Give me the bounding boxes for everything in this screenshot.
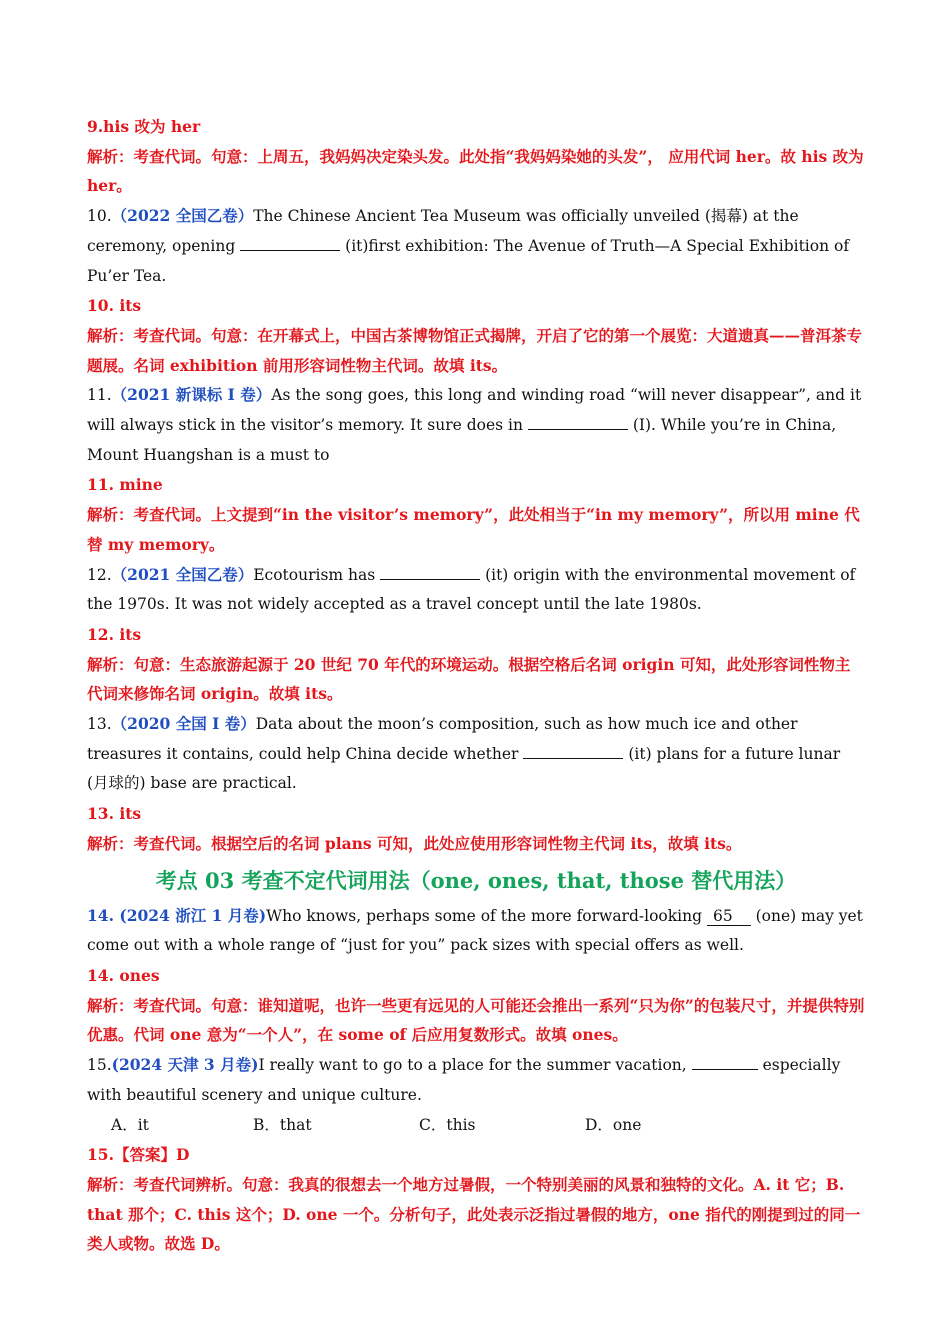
q13-text-b: (it) plans for a future lunar (月球的) base are practical. [87,744,841,793]
q12-answer: 12. its [87,624,142,644]
q12-number: 12. [87,565,112,584]
q9-answer: 9.his 改为 her [87,117,201,136]
q15-option-b[interactable]: B．that [253,1115,312,1134]
q11-number: 11. [87,386,112,405]
q10-number: 10. [87,207,112,226]
q12-text-b: (it) origin with the environmental movement of the 1970s. It was not widely accepted as a travel concept until the late 1980s. [87,565,856,614]
q10-analysis: 解析：考查代词。句意：在开幕式上，中国古茶博物馆正式揭牌，开启了它的第一个展览：大道遗真——普洱茶专题展。名词 exhibition 前用形容词性物主代词。故填 its。 [87,325,863,375]
section-heading: 考点 03 考查不定代词用法（one, ones, that, those 替代用法） [155,867,797,893]
q10-text-a: The Chinese Ancient Tea Museum was officially unveiled (揭幕) at the ceremony, opening [87,207,799,255]
q10-text-b: (it)first exhibition: The Avenue of Truth—A Special Exhibition of Pu’er Tea. [87,236,850,285]
q11-text-b: (I). While you’re in China, Mount Huangshan is a must to [87,416,837,464]
q14-number-source: 14. (2024 浙江 1 月卷) [87,905,267,925]
q10-blank[interactable] [240,232,340,251]
q12-source: （2021 全国乙卷） [111,564,254,584]
q15-question [87,1050,865,1110]
q14-analysis: 解析：考查代词。句意：谁知道呢，也许一些更有远见的人可能还会推出一系列“只为你”的包装尺寸，并提供特别优惠。代词 one 意为“一个人”，在 some of 后应用复数形式。故填 ones。 [87,995,865,1045]
q13-blank[interactable] [523,740,623,759]
q13-text-a: Data about the moon’s composition, such as how much ice and other treasures it contains, could help China decide whether [87,715,798,763]
q15-blank[interactable] [692,1051,758,1070]
q14-answer: 14. ones [87,965,160,985]
q11-question [87,380,865,470]
q12-analysis: 解析：句意：生态旅游起源于 20 世纪 70 年代的环境运动。根据空格后名词 origin 可知，此处形容词性物主代词来修饰名词 origin。故填 its。 [87,654,851,704]
q15-source: (2024 天津 3 月卷) [111,1055,259,1075]
q15-option-c[interactable]: C．this [419,1115,476,1134]
q10-question [87,201,865,291]
q13-source: （2020 全国 I 卷） [111,714,256,734]
q15-analysis: 解析：考查代词辨析。句意：我真的很想去一个地方过暑假，一个特别美丽的风景和独特的文化。A. it 它；B. that 那个；C. this 这个；D. one 一个。分析句子，此处表示泛指过暑假的地方，one 指代的刚提到过的同一类人或物。故选 D。 [87,1174,861,1254]
q11-source: （2021 新课标 I 卷） [111,385,272,405]
q10-answer: 10. its [87,296,142,316]
q10-source: （2022 全国乙卷） [111,206,254,226]
q14-text-a: Who knows, perhaps some of the more forward-looking [266,906,703,925]
q13-number: 13. [87,715,112,734]
q14-question [87,901,865,961]
q13-answer: 13. its [87,804,142,824]
q15-number: 15. [87,1056,112,1075]
q15-answer: 15.【答案】D [87,1145,190,1165]
q15-text-b: especially with beautiful scenery and unique culture. [87,1056,841,1104]
document-page [87,112,865,1259]
q11-analysis: 解析：考查代词。上文提到“in the visitor’s memory”，此处相当于“in my memory”，所以用 mine 代替 my memory。 [87,505,860,554]
q13-question [87,709,865,799]
q15-option-d[interactable]: D．one [585,1115,642,1134]
q15-text-a: I really want to go to a place for the summer vacation, [258,1056,687,1075]
q11-blank[interactable] [528,411,628,430]
q12-blank[interactable] [380,561,480,580]
q12-text-a: Ecotourism has [253,565,376,584]
q9-analysis: 解析：考查代词。句意：上周五，我妈妈决定染头发。此处指“我妈妈染她的头发”， 应用代词 her。故 his 改为 her。 [87,146,864,196]
q14-blank[interactable]: 65 [707,907,751,926]
q14-text-b: (one) may yet come out with a whole range of “just for you” pack sizes with special offers as well. [87,906,863,955]
q11-text-a: As the song goes, this long and winding road “will never disappear”, and it will always stick in the visitor’s memory. It sure does in [87,386,862,435]
q12-question [87,560,865,620]
q11-answer: 11. mine [87,475,163,495]
q15-options [87,1111,865,1141]
q15-option-a[interactable]: A．it [111,1115,149,1134]
q13-analysis: 解析：考查代词。根据空后的名词 plans 可知，此处应使用形容词性物主代词 its，故填 its。 [87,833,742,853]
